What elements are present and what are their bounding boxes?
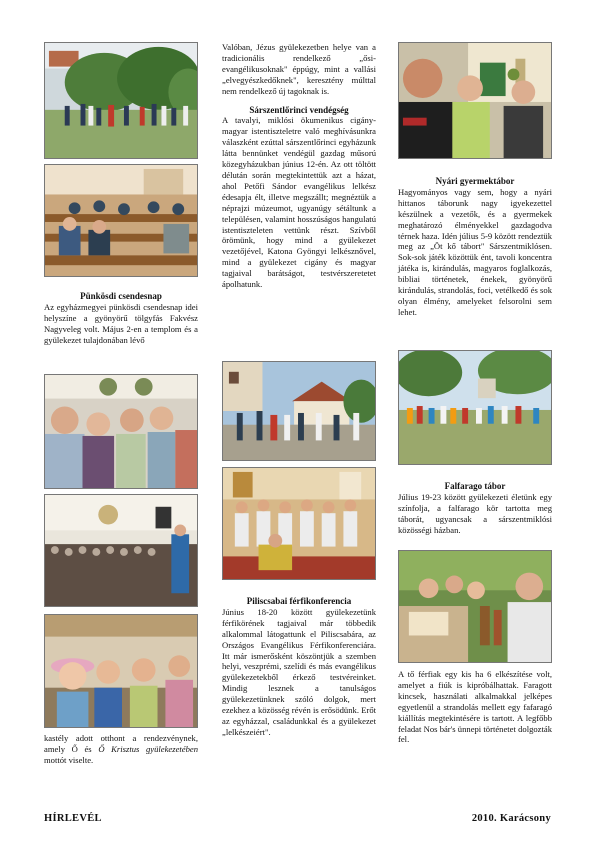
photo-church-service (44, 494, 198, 607)
punkosdi-paragraph: Az egyházmegyei pünkösdi csendesnap idei helyszíne a gyönyörű tölgyfás Fakvész Nagyveleg volt. Május 2-en a templom és a gyülekezet tulajdonában lévő (44, 301, 198, 345)
heading-piliscsabai: Piliscsabai férfikonferencia (246, 596, 352, 606)
column-right-middle (398, 481, 552, 536)
piliscsabai-paragraph: Június 18-20 között gyülekezetünk férfikörének tagjaival már többedik alkalommal látogattunk el Piliscsabára, az Országos Evangélikus Férfikonferenciára. Itt már ismerősként köszöntjük a szemben helyi, veszprémi, szelídi és más evangélikus gyülekezetekből érkező testvéreinket. Mindig lesznek a tanulságos gyülekezetünknek szóló dolgok, mert ezekhez a közösség révén is erősödünk. Erőt az egyházzal, családunkkal és a gyülekezet „lelkészeiért". (222, 606, 376, 737)
falfarago-tabor-paragraph: Július 19-23 között gyülekezeti életünk egy színfolja, a falfarago kör tartotta meg táborát, ugyancsak a sárszentmiklósi közösségi házban. (398, 491, 552, 535)
nyari-gyermektabor-paragraph: Hagyományos vagy sem, hogy a nyári hittanos táborunk nagy igyekezettel készülnek a vezetők, és a gyermekek meghatározó élményekkel gazdagodva térnek haza. Idén július 5-9 között rendeztük meg az „Öt kő tábort" Sárszentmiklósen. Sok-sok játék közöttük ént, tavoli koncentra játéka is, kirándulás, magyaros foglalkozás, bibliai történetek, énekek, gyönyörű kirándulás, strandolás, foci, vetélkedő és sok olyan élmény, amelyeket felsorolni sem lehet. (398, 186, 552, 317)
photo-woodcarving (398, 550, 552, 663)
column-right-top (398, 176, 552, 318)
falfarago-paragraph-continued: A tő férfiak egy kis ha 6 elkészítése volt, amelyet a fiúk is kipróbálhattak. Faragott kincsek, használati alkalmakkal jelképes egyetlenül a strandolás mellett egy fafaragó kiállítás megtekintésére is tartott. A legfőbb feladat Nos bár's ünnepi történetet dolgozták fel. (398, 669, 552, 745)
photo-church-congregation (44, 164, 198, 277)
column-left-bottom (44, 733, 198, 766)
photo-children-audience (44, 614, 198, 728)
photo-conference-room (222, 467, 376, 580)
photo-men-at-service (398, 42, 552, 159)
column-middle-top (222, 42, 376, 290)
middle-intro-paragraph: Valóban, Jézus gyülekezetben helye van a tradicionális rendelkező „ősi-evangélikusoknak" éppúgy, mint a vallási „elvegyészkedőknek", keresztény múlttal nem rendelkező új tagoknak is. (222, 42, 376, 96)
column-left-top (44, 291, 198, 346)
punkosdi-paragraph-continued: kastély adott otthont a rendezvénynek, amely Ő és Ő Krisztus gyülekezetében mottót viselte. (44, 733, 198, 765)
column-middle-bottom (222, 596, 376, 738)
sarszentlorinci-paragraph: A tavalyi, miklósi ökumenikus cigány-magyar istentiszteletre való meghívásunkra válaszként ezúttal sárszentlőrinci egyházunk látta bennünket vendégül gazdag műsorú közegyházukban június 12-én. Az ott töltött délután során megtekintettük azt a házat, ahol Petőfi Sándor evangélikus lelkész édesapja élt, illetve megszállt; megnéztük a néprajzi múzeumot, ugyanúgy sétáltunk a településen, valamint hosszúságos hangulatú istentiszteleten vettünk részt. Szívből örömünk, hogy mind a gyülekezet vezetőjével, Katona Gyöngyi lelkésznővel, mind a gyülekezet cigány és magyar tagjaival barátságot, testvérszeretetet ápolhatunk. (222, 115, 376, 290)
heading-falfarago-tabor: Falfarago tábor (444, 481, 506, 491)
photo-outdoor-crowd (44, 42, 198, 159)
column-right-bottom (398, 669, 552, 745)
heading-punkosdi-csendesnap: Pünkösdi csendesnap (80, 291, 162, 301)
photo-children-group (398, 350, 552, 465)
heading-nyari-gyermektabor: Nyári gyermektábor (435, 176, 515, 186)
footer-issue-date: 2010. Karácsony (471, 813, 551, 824)
photo-congregation-closeup (44, 374, 198, 489)
heading-sarszentlorinci: Sárszentlőrinci vendégség (249, 104, 349, 115)
photo-village-street (222, 361, 376, 461)
footer-newsletter-title: HÍRLEVÉL (44, 813, 102, 824)
